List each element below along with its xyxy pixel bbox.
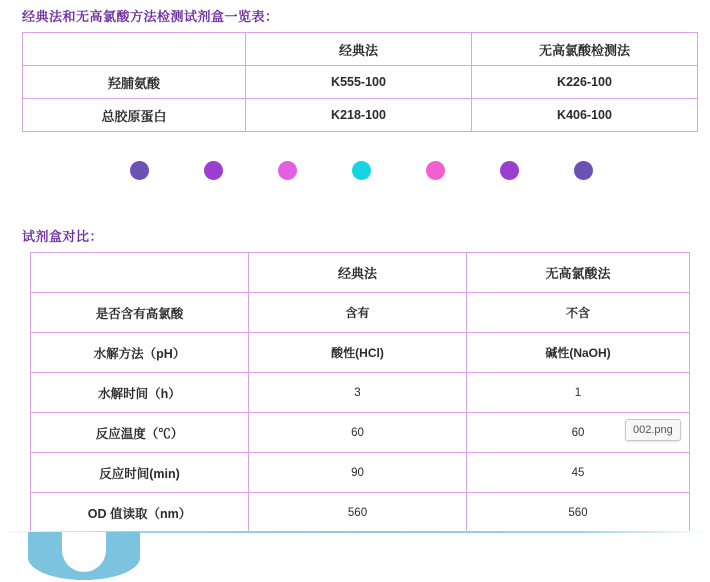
table-row bbox=[31, 373, 690, 413]
decorative-dot bbox=[426, 161, 445, 180]
decorative-dot bbox=[574, 161, 593, 180]
table-row bbox=[31, 413, 690, 453]
table2-header-blank bbox=[31, 253, 249, 293]
table2-row2-noperchloric: 1 bbox=[467, 373, 690, 413]
table2-row0-noperchloric: 不含 bbox=[467, 293, 690, 333]
file-name-badge[interactable]: 002.png bbox=[625, 419, 681, 441]
table1-row1-label: 总胶原蛋白 bbox=[23, 99, 246, 132]
table2-row3-classic: 60 bbox=[249, 413, 467, 453]
table2-row2-label: 水解时间（h） bbox=[31, 373, 249, 413]
table2-row3-noperchloric: 60 bbox=[467, 413, 690, 453]
table2-row4-noperchloric: 45 bbox=[467, 453, 690, 493]
table2-row0-classic: 含有 bbox=[249, 293, 467, 333]
table-row bbox=[31, 493, 690, 533]
table1-header-classic: 经典法 bbox=[246, 33, 472, 66]
table-row bbox=[31, 453, 690, 493]
table-row bbox=[23, 66, 698, 99]
table2-row5-noperchloric: 560 bbox=[467, 493, 690, 533]
decorative-dot bbox=[278, 161, 297, 180]
decorative-dots-row bbox=[22, 158, 688, 188]
decorative-dot bbox=[130, 161, 149, 180]
table2-header-classic: 经典法 bbox=[249, 253, 467, 293]
table2-row2-classic: 3 bbox=[249, 373, 467, 413]
table1-row1-noperchloric: K406-100 bbox=[472, 99, 698, 132]
table1-row1-classic: K218-100 bbox=[246, 99, 472, 132]
kit-list-table bbox=[22, 32, 698, 132]
decorative-dot bbox=[204, 161, 223, 180]
table1-header-blank bbox=[23, 33, 246, 66]
table2-row5-classic: 560 bbox=[249, 493, 467, 533]
table2-header-noperchloric: 无高氯酸法 bbox=[467, 253, 690, 293]
page-title-kit-list: 经典法和无高氯酸方法检测试剂盒一览表： bbox=[22, 9, 279, 24]
table2-row5-label: OD 值读取（nm） bbox=[31, 493, 249, 533]
table-row bbox=[23, 99, 698, 132]
table1-row0-label: 羟脯氨酸 bbox=[23, 66, 246, 99]
table1-row0-classic: K555-100 bbox=[246, 66, 472, 99]
table2-row1-label: 水解方法（pH） bbox=[31, 333, 249, 373]
page-title-kit-comparison: 试剂盒对比： bbox=[22, 229, 104, 244]
table1-row0-noperchloric: K226-100 bbox=[472, 66, 698, 99]
table-header-row bbox=[31, 253, 690, 293]
table2-row1-classic: 酸性(HCl) bbox=[249, 333, 467, 373]
table2-row3-label: 反应温度（℃） bbox=[31, 413, 249, 453]
table-header-row bbox=[23, 33, 698, 66]
table2-row4-label: 反应时间(min) bbox=[31, 453, 249, 493]
table2-row1-noperchloric: 碱性(NaOH) bbox=[467, 333, 690, 373]
kit-comparison-table bbox=[30, 252, 690, 533]
decorative-dot bbox=[352, 161, 371, 180]
table2-row4-classic: 90 bbox=[249, 453, 467, 493]
table-row bbox=[31, 293, 690, 333]
table-row bbox=[31, 333, 690, 373]
table1-header-noperchloric: 无高氯酸检测法 bbox=[472, 33, 698, 66]
table2-row0-label: 是否含有高氯酸 bbox=[31, 293, 249, 333]
decorative-dot bbox=[500, 161, 519, 180]
